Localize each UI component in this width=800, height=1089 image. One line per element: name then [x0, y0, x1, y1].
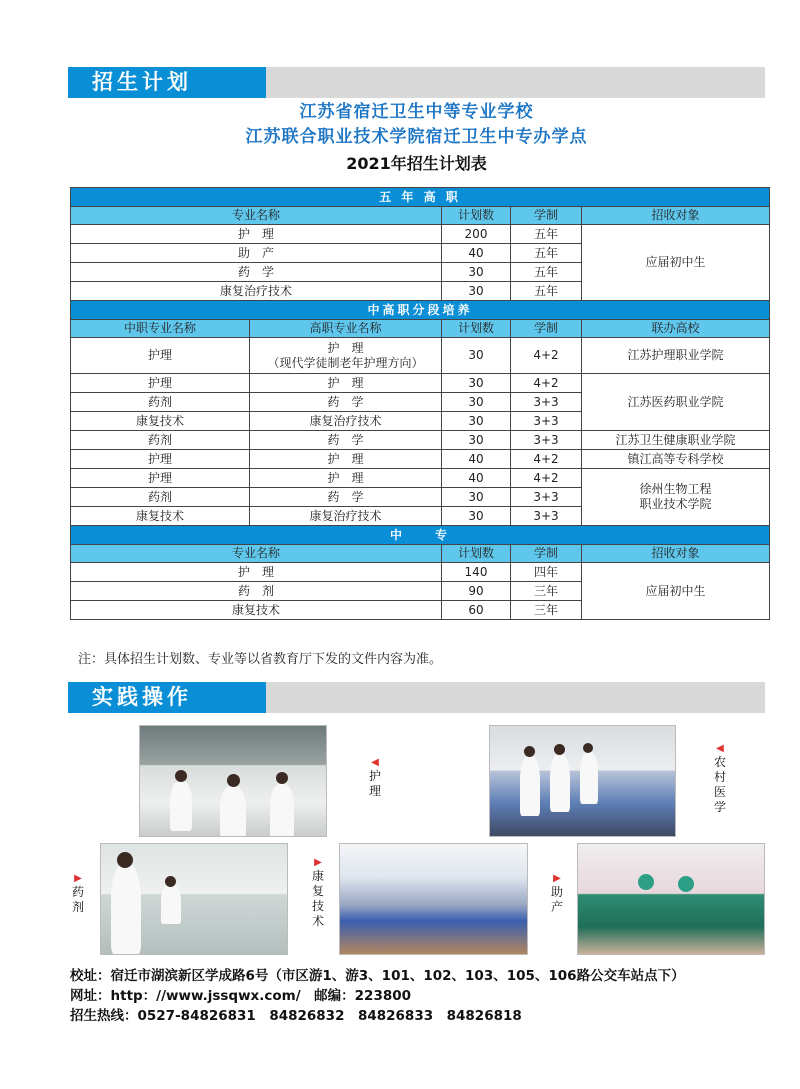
header-cell: 学制	[511, 207, 582, 225]
high-major-cell: 康复治疗技术	[250, 412, 442, 431]
footer-contact	[70, 966, 685, 1026]
label-char: 药	[71, 885, 84, 899]
header-cell: 计划数	[442, 545, 511, 563]
table-row	[71, 431, 770, 450]
count-cell: 30	[442, 282, 511, 301]
count-cell: 30	[442, 431, 511, 450]
label-char: 康	[311, 869, 324, 883]
mid-major-cell: 药剂	[71, 431, 250, 450]
label-char: 理	[368, 784, 381, 798]
table-row	[71, 450, 770, 469]
label-char: 术	[311, 914, 324, 928]
count-cell: 30	[442, 393, 511, 412]
college-line: 徐州生物工程	[639, 482, 712, 496]
high-major-cell: 护 理	[250, 469, 442, 488]
header-cell: 学制	[511, 545, 582, 563]
high-major-cell: 护 理	[250, 450, 442, 469]
count-cell: 30	[442, 412, 511, 431]
header-cell: 中职专业名称	[71, 320, 250, 338]
label-char: 护	[368, 769, 381, 783]
photo-nursing	[139, 725, 327, 837]
header-cell: 计划数	[442, 207, 511, 225]
section-title: 五 年 高 职	[71, 188, 770, 207]
triangle-marker-icon: ◀	[371, 757, 379, 768]
triangle-marker-icon: ◀	[716, 743, 724, 754]
section-label-plan: 招生计划	[68, 67, 266, 98]
years-cell: 三年	[511, 582, 582, 601]
photo-rehab	[339, 843, 528, 955]
hotline-line: 招生热线：0527-84826831 84826832 84826833 84826818	[70, 1008, 522, 1024]
table-row	[71, 374, 770, 393]
section-row-five-year	[71, 188, 770, 207]
major-cell: 助 产	[71, 244, 442, 263]
triangle-marker-icon: ▶	[553, 873, 561, 884]
website-line: 网址：http：//www.jssqwx.com/ 邮编：223800	[70, 988, 412, 1004]
high-major-cell: 康复治疗技术	[250, 507, 442, 526]
college-cell: 江苏医药职业学院	[582, 374, 770, 431]
header-cell: 学制	[511, 320, 582, 338]
count-cell: 60	[442, 601, 511, 620]
header-cell: 联办高校	[582, 320, 770, 338]
high-major-cell	[250, 338, 442, 374]
header-cell: 专业名称	[71, 545, 442, 563]
section-row-secondary	[71, 526, 770, 545]
table-title: 2021年招生计划表	[346, 154, 487, 173]
high-major-line: 护 理	[327, 340, 364, 355]
header-cell: 招收对象	[582, 207, 770, 225]
years-cell: 4+2	[511, 374, 582, 393]
count-cell: 30	[442, 507, 511, 526]
section-label-practice: 实践操作	[68, 682, 266, 713]
college-cell: 镇江高等专科学校	[582, 450, 770, 469]
section-title: 中 专	[71, 526, 770, 545]
count-cell: 40	[442, 244, 511, 263]
title-block	[68, 100, 765, 177]
label-char: 助	[550, 885, 563, 899]
years-cell: 4+2	[511, 469, 582, 488]
high-major-cell: 药 学	[250, 488, 442, 507]
years-cell: 3+3	[511, 393, 582, 412]
target-cell: 应届初中生	[582, 225, 770, 301]
mid-major-cell: 护理	[71, 450, 250, 469]
mid-major-cell: 护理	[71, 374, 250, 393]
photo-pharmacy	[100, 843, 288, 955]
mid-major-cell: 护理	[71, 338, 250, 374]
section-bar-plan	[68, 67, 765, 98]
count-cell: 40	[442, 469, 511, 488]
count-cell: 30	[442, 263, 511, 282]
table-row	[71, 469, 770, 488]
mid-major-cell: 护理	[71, 469, 250, 488]
label-rehab	[310, 857, 326, 929]
college-cell: 江苏护理职业学院	[582, 338, 770, 374]
address-line: 校址：宿迁市湖滨新区学成路6号（市区游1、游3、101、102、103、105、106路公交车站点下）	[70, 968, 685, 984]
section-title: 中高职分段培养	[71, 301, 770, 320]
high-major-direction: （现代学徒制老年护理方向）	[267, 355, 424, 370]
years-cell: 4+2	[511, 450, 582, 469]
label-char: 学	[713, 800, 726, 814]
mid-major-cell: 药剂	[71, 488, 250, 507]
label-char: 农	[713, 755, 726, 769]
table-row	[71, 225, 770, 244]
high-major-cell: 药 学	[250, 393, 442, 412]
table-row	[71, 563, 770, 582]
header-cell: 高职专业名称	[250, 320, 442, 338]
years-cell: 三年	[511, 601, 582, 620]
triangle-marker-icon: ▶	[314, 857, 322, 868]
count-cell: 30	[442, 374, 511, 393]
college-line: 职业技术学院	[639, 497, 712, 511]
years-cell: 4+2	[511, 338, 582, 374]
years-cell: 五年	[511, 282, 582, 301]
label-char: 村	[713, 770, 726, 784]
years-cell: 五年	[511, 225, 582, 244]
label-char: 剂	[71, 900, 84, 914]
header-cell: 计划数	[442, 320, 511, 338]
high-major-cell: 护 理	[250, 374, 442, 393]
major-cell: 护 理	[71, 563, 442, 582]
label-pharmacy	[70, 873, 86, 915]
enrollment-plan-table	[70, 187, 770, 620]
major-cell: 药 剂	[71, 582, 442, 601]
major-cell: 药 学	[71, 263, 442, 282]
section-bar-practice	[68, 682, 765, 713]
triangle-marker-icon: ▶	[74, 873, 82, 884]
years-cell: 五年	[511, 263, 582, 282]
count-cell: 90	[442, 582, 511, 601]
years-cell: 3+3	[511, 488, 582, 507]
college-cell: 江苏卫生健康职业学院	[582, 431, 770, 450]
mid-major-cell: 药剂	[71, 393, 250, 412]
table-note: 注：具体招生计划数、专业等以省教育厅下发的文件内容为准。	[78, 652, 443, 667]
mid-major-cell: 康复技术	[71, 507, 250, 526]
header-cell: 专业名称	[71, 207, 442, 225]
major-cell: 康复技术	[71, 601, 442, 620]
target-cell: 应届初中生	[582, 563, 770, 620]
count-cell: 140	[442, 563, 511, 582]
header-cell: 招收对象	[582, 545, 770, 563]
section-row-mid-high	[71, 301, 770, 320]
label-nursing	[367, 757, 383, 799]
header-row	[71, 320, 770, 338]
label-midwifery	[549, 873, 565, 915]
years-cell: 3+3	[511, 431, 582, 450]
label-char: 医	[713, 785, 726, 799]
years-cell: 四年	[511, 563, 582, 582]
photo-midwifery	[577, 843, 765, 955]
header-row	[71, 545, 770, 563]
photo-rural-medicine	[489, 725, 676, 837]
major-cell: 护 理	[71, 225, 442, 244]
label-char: 复	[311, 884, 324, 898]
label-rural-medicine	[712, 743, 728, 815]
count-cell: 40	[442, 450, 511, 469]
school-title: 江苏省宿迁卫生中等专业学校	[299, 102, 534, 122]
header-row	[71, 207, 770, 225]
years-cell: 3+3	[511, 412, 582, 431]
table-row	[71, 338, 770, 374]
high-major-cell: 药 学	[250, 431, 442, 450]
count-cell: 200	[442, 225, 511, 244]
mid-major-cell: 康复技术	[71, 412, 250, 431]
label-char: 技	[311, 899, 324, 913]
college-cell	[582, 469, 770, 526]
count-cell: 30	[442, 338, 511, 374]
major-cell: 康复治疗技术	[71, 282, 442, 301]
years-cell: 3+3	[511, 507, 582, 526]
years-cell: 五年	[511, 244, 582, 263]
count-cell: 30	[442, 488, 511, 507]
label-char: 产	[550, 900, 563, 914]
branch-title: 江苏联合职业技术学院宿迁卫生中专办学点	[245, 127, 588, 147]
